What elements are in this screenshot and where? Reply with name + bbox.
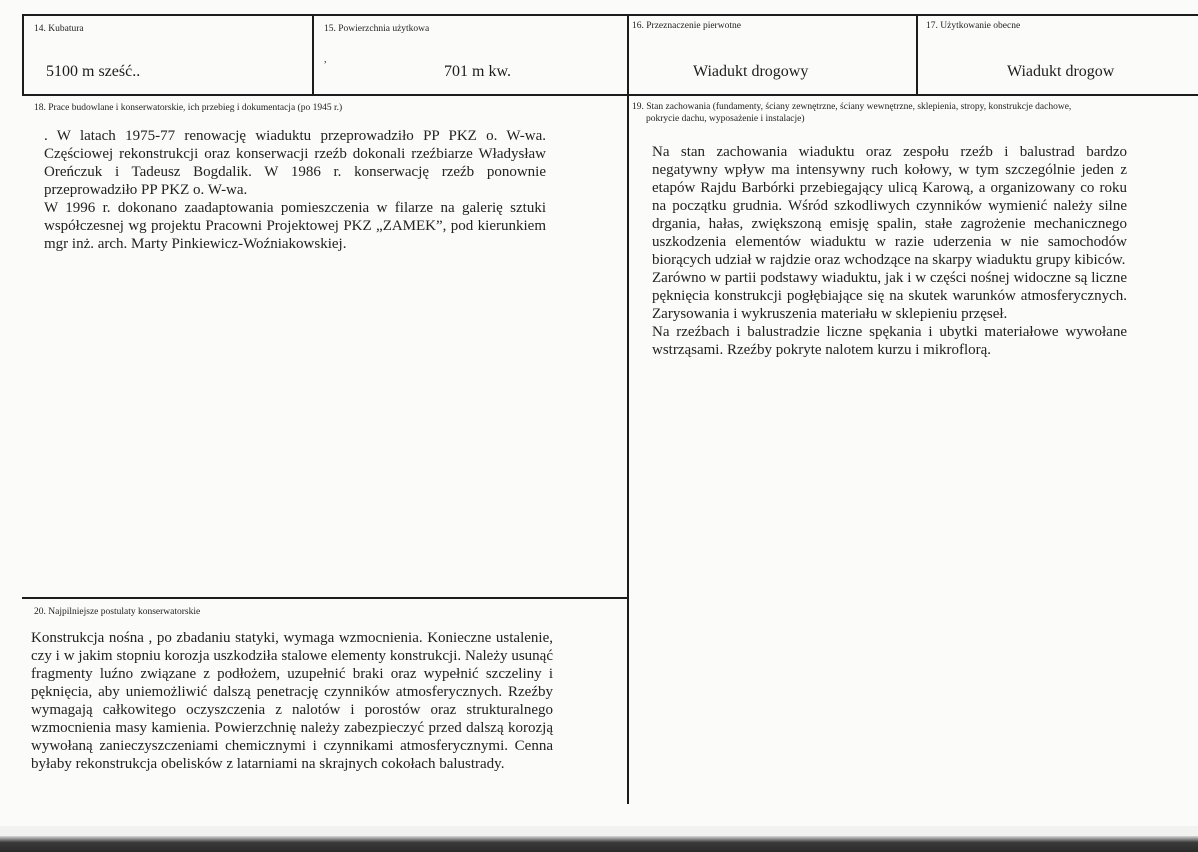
col-divider-1 [312, 14, 314, 96]
stan-text [652, 143, 1127, 359]
postulaty-top-border [22, 597, 629, 599]
col-divider-2 [627, 14, 629, 804]
postulaty-label: 20. Najpilniejsze postulaty konserwatorskie [34, 607, 201, 617]
stan-paragraph: Na rzeźbach i balustradzie liczne spękania i ubytki materiałowe wywołane wstrząsami. Rzeźby pokryte nalotem kurzu i mikroflorą. [652, 324, 1127, 358]
row1-bottom-border [22, 94, 1198, 96]
stan-label-line1: 19. Stan zachowania (fundamenty, ściany zewnętrzne, ściany wewnętrzne, sklepienia, stropy, konstrukcje dachowe, [632, 102, 1072, 112]
prace-paragraph: W 1996 r. dokonano zaadaptowania pomieszczenia w filarze na galerię sztuki współczesnej wg projektu Pracowni Projektowej PKZ „ZAMEK”, pod kierunkiem mgr inż. arch. Marty Pinkiewicz-Woźniakowskiej. [44, 200, 546, 252]
przeznaczenie-label: 16. Przeznaczenie pierwotne [632, 21, 741, 31]
col-divider-3 [916, 14, 918, 96]
stan-paragraph: Zarówno w partii podstawy wiaduktu, jak i w części nośnej widoczne są liczne pęknięcia konstrukcji pogłębiające się na skutek warunków atmosferycznych. Zarysowania i wykruszenia materiału w sklepieniu przęseł. [652, 270, 1127, 322]
powierzchnia-label: 15. Powierzchnia użytkowa [324, 24, 430, 34]
tick-mark: , [324, 54, 327, 65]
left-border [22, 14, 24, 96]
stan-label-line2: pokrycie dachu, wyposażenie i instalacje) [646, 114, 805, 124]
kubatura-label: 14. Kubatura [34, 24, 84, 34]
prace-paragraph: . W latach 1975-77 renowację wiaduktu przeprowadziło PP PKZ o. W-wa. Częściowej rekonstrukcji oraz konserwacji rzeźb dokonali rzeźbiarze Władysław Oreńczuk i Tadeusz Bogdalik. W 1986 r. konserwację rzeźb ponownie przeprowadziło PP PKZ o. W-wa. [44, 128, 546, 198]
stan-paragraph: Na stan zachowania wiaduktu oraz zespołu rzeźb i balustrad bardzo negatywny wpływ ma intensywny ruch kołowy, w tym szczególnie jeden z etapów Rajdu Barbórki przebiegający ulicą Karową, a organizowany co roku na początku grudnia. Wśród szkodliwych czynników wymienić należy silne drgania, hałas, zwiększoną emisję spalin, stałe zagrożenie mechanicznego uszkodzenia elementów wiaduktu w razie uderzenia w nie samochodów biorących udział w rajdzie oraz wchodzące na skarpy wiaduktu grupy kibiców. [652, 144, 1127, 268]
uzytkowanie-label: 17. Użytkowanie obecne [926, 21, 1021, 31]
scan-bottom-edge [0, 836, 1198, 852]
przeznaczenie-value: Wiadukt drogowy [693, 63, 809, 80]
powierzchnia-value: 701 m kw. [444, 63, 511, 80]
uzytkowanie-value: Wiadukt drogow [1007, 63, 1115, 80]
prace-label: 18. Prace budowlane i konserwatorskie, ich przebieg i dokumentacja (po 1945 r.) [34, 103, 343, 113]
prace-text [44, 127, 546, 253]
scan-edge-shade [0, 826, 1198, 836]
top-border [22, 14, 1198, 16]
kubatura-value: 5100 m sześć.. [46, 63, 141, 80]
postulaty-text: Konstrukcja nośna , po zbadaniu statyki, wymaga wzmocnienia. Konieczne ustalenie, czy i w jakim stopniu korozja uszkodziła stalowe elementy konstrukcji. Należy usunąć fragmenty luźno związane z podłożem, uzupełnić braki oraz wypełnić szczeliny i pęknięcia, aby uniemożliwić dalszą penetrację czynników atmosferycznych. Rzeźby wymagają całkowitego oczyszczenia z nalotów i porostów oraz strukturalnego wzmocnienia masy kamienia. Powierzchnię należy zabezpieczyć przed dalszą korozją wywołaną zanieczyszczeniami chemicznymi i czynnikami atmosferycznymi. Cenna byłaby rekonstrukcja obelisków z latarniami na skrajnych cokołach balustrady. [31, 630, 553, 772]
